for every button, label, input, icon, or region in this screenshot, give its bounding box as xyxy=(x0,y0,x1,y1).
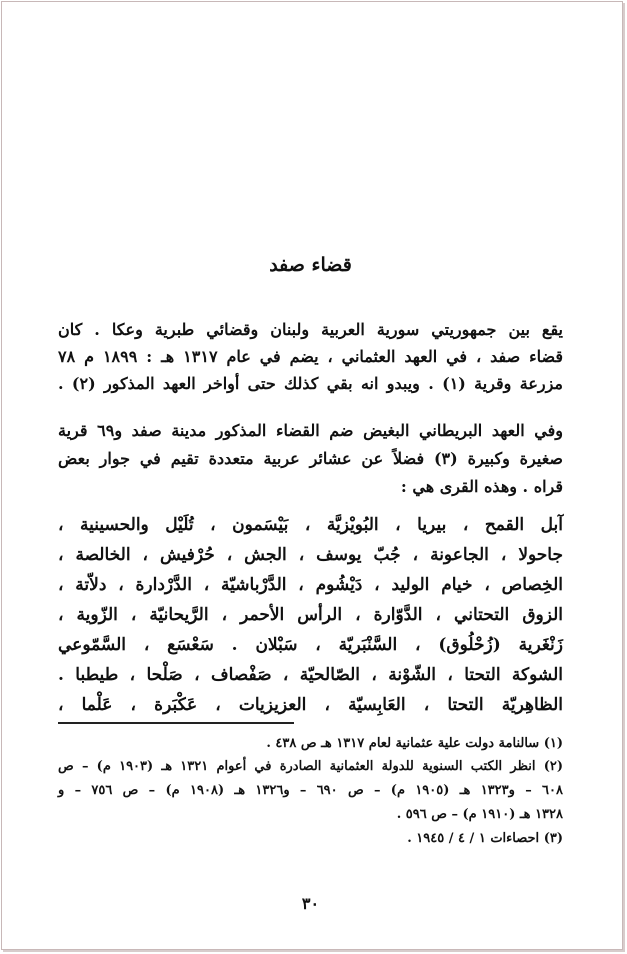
page-title: قضاء صفد xyxy=(269,254,352,276)
village-list-line-4: الزوق التحتاني ، الدَّوّارة ، الرأس الأحمر ، الرَّيحانيّة ، الزّوية ، xyxy=(58,605,563,625)
footnote-separator xyxy=(58,722,294,724)
paragraph-2-line-1: وفي العهد البريطاني البغيض ضم القضاء المذكور مدينة صفد و٦٩ قرية xyxy=(58,421,563,440)
paragraph-2-line-3: قراه . وهذه القرى هي : xyxy=(400,477,563,496)
paragraph-1-line-3: مزرعة وقرية (١) . ويبدو انه بقي كذلك حتى أواخر العهد المذكور (٢) . xyxy=(58,374,563,393)
paragraph-1-line-1: يقع بين جمهوريتي سورية العربية ولبنان وقضائي طبرية وعكا . كان xyxy=(58,320,563,339)
footnote-3: (٣) احصاءات ١ / ٤ / ١٩٤٥ . xyxy=(407,831,563,846)
footnote-2-line-2: ٦٠٨ – و١٣٢٣ هـ (١٩٠٥ م) – ص ٦٩٠ – و١٣٢٦ هـ (١٩٠٨ م) – ص ٧٥٦ – و xyxy=(58,783,563,798)
page-number: ٣٠ xyxy=(301,894,320,913)
paragraph-1-line-2: قضاء صفد ، في العهد العثماني ، يضم في عام ١٣١٧ هـ : ١٨٩٩ م ٧٨ xyxy=(58,347,564,366)
village-list-line-7: الظاهِريّة التحتا ، العَابِسيّة ، العزيزيات ، عَكْبَرة ، عَلْما ، xyxy=(58,695,563,715)
paragraph-2-line-2: صغيرة وكبيرة (٣) فضلاً عن عشائر عربية متعددة تقيم في جوار بعض xyxy=(58,449,564,468)
village-list-line-3: الخِصاص ، خيام الوليد ، دَيْشُوم ، الدَّرْباشيّة ، الدَّرْدارة ، دلاّتة ، xyxy=(58,575,563,595)
village-list-line-6: الشوكة التحتا ، الشّوْنة ، الصّالحيّة ، صَفْصاف ، صَلْحا ، طيطبا . xyxy=(58,665,563,685)
footnote-2-line-3: ١٣٢٨ هـ (١٩١٠ م) – ص ٥٩٦ . xyxy=(396,807,563,822)
village-list-line-2: جاحولا ، الجاعونة ، جُبّ يوسف ، الجش ، حُرْفيش ، الخالصة ، xyxy=(58,545,563,565)
footnote-1: (١) سالنامة دولت علية عثمانية لعام ١٣١٧ هـ ص ٤٣٨ . xyxy=(266,736,563,751)
footnote-2-line-1: (٢) انظر الكتب السنوية للدولة العثمانية الصادرة في أعوام ١٣٢١ هـ (١٩٠٣ م) – ص xyxy=(58,759,563,774)
village-list-line-5: زَنْغَرية (زُحْلُوق) ، السَّنْبَريّة ، سَبْلان . سَعْسَع ، السَّمّوعي xyxy=(58,635,563,655)
document-page xyxy=(58,0,563,954)
village-list-line-1: آبل القمح ، بيريا ، البُويْزيَّة ، بَيْسَمون ، تُلَيْل والحسينية ، xyxy=(58,515,563,535)
